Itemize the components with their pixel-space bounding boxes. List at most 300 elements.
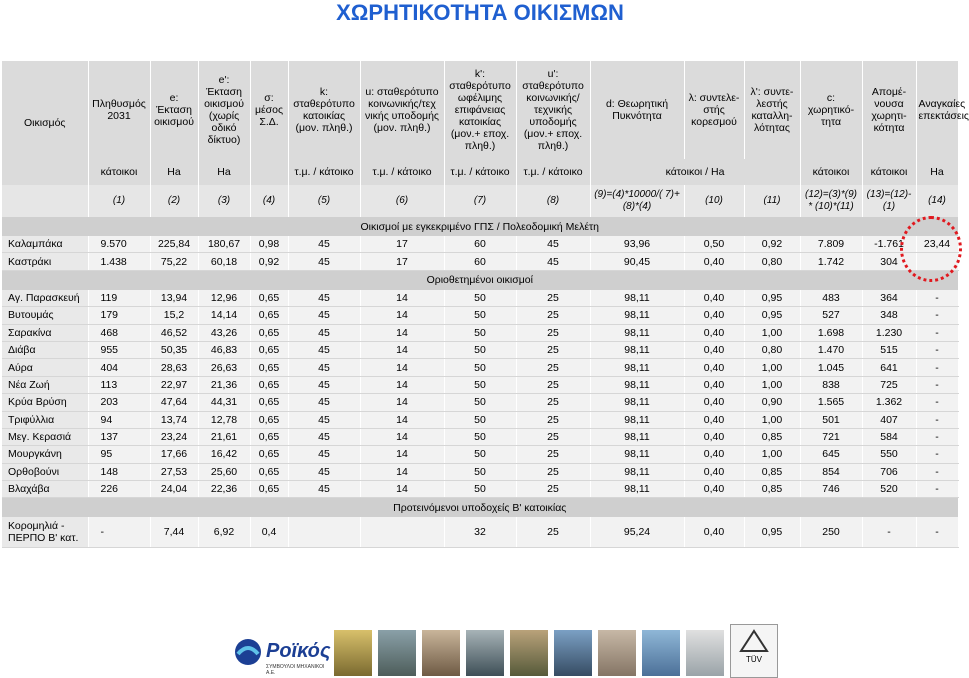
table-cell: 46,83 [198,341,250,358]
table-cell: 95,24 [590,517,684,548]
table-cell: 0,92 [744,236,800,253]
table-cell: 14 [360,307,444,324]
table-cell: 0,65 [250,446,288,463]
table-row [2,307,958,324]
table-cell: 45 [288,463,360,480]
table-cell: 0,65 [250,463,288,480]
table-row [2,253,958,270]
table-cell: 1.230 [862,324,916,341]
table-cell: 50,35 [150,341,198,358]
settlement-name: Καλαμπάκα [2,236,88,253]
table-cell: 1.045 [800,359,862,376]
table-cell: 25 [516,359,590,376]
roikos-logo [232,630,331,676]
table-cell: 50 [444,307,516,324]
section-row [2,270,958,290]
table-cell: 14 [360,359,444,376]
table-cell: 25 [516,324,590,341]
table-cell: 0,65 [250,324,288,341]
units-row [2,159,958,185]
table-cell: - [916,376,958,393]
formula-cell: (2) [150,185,198,217]
column-header: Πληθυσμός 2031 [88,61,150,159]
table-cell: 13,94 [150,290,198,307]
header-row [2,61,958,159]
table-cell: 0,80 [744,253,800,270]
table-cell: 98,11 [590,463,684,480]
table-cell: - [916,428,958,445]
table-cell: 1,00 [744,324,800,341]
table-cell: 50 [444,376,516,393]
table-cell [360,517,444,548]
table-cell: 645 [800,446,862,463]
table-cell: 45 [288,253,360,270]
table-cell: 16,42 [198,446,250,463]
table-cell: 12,96 [198,290,250,307]
table-cell: 23,24 [150,428,198,445]
table-cell: 45 [516,253,590,270]
table-cell: 45 [288,376,360,393]
photo-6 [554,630,592,676]
table-cell: 14 [360,481,444,498]
table-cell: 98,11 [590,376,684,393]
table-cell: 0,65 [250,307,288,324]
table-cell: 0,65 [250,481,288,498]
unit-cell: Ha [150,159,198,185]
formula-cell: (10) [684,185,744,217]
table-cell: 21,36 [198,376,250,393]
table-cell: - [916,359,958,376]
table-cell: - [916,463,958,480]
formula-cell: (4) [250,185,288,217]
settlement-name: Τριφύλλια [2,411,88,428]
table-cell: 50 [444,446,516,463]
table-cell: 0,50 [684,236,744,253]
table-cell: - [916,411,958,428]
table-cell: 93,96 [590,236,684,253]
table-cell: 17,66 [150,446,198,463]
photo-5 [510,630,548,676]
table-cell: 113 [88,376,150,393]
table-cell: 25 [516,341,590,358]
table-row [2,463,958,480]
table-cell: 348 [862,307,916,324]
table-cell: 7,44 [150,517,198,548]
table-cell: 60 [444,236,516,253]
tuv-emblem-icon [739,629,769,653]
settlement-name: Ορθοβούνι [2,463,88,480]
formula-cell: (14) [916,185,958,217]
unit-cell: τ.μ. / κάτοικο [516,159,590,185]
table-row [2,481,958,498]
table-cell: 50 [444,394,516,411]
table-cell: 45 [288,324,360,341]
table-cell: 14 [360,394,444,411]
table-cell: 501 [800,411,862,428]
formula-cell: (8) [516,185,590,217]
column-header: λ': συντε- λεστής καταλλη- λότητας [744,61,800,159]
table-cell: 0,80 [744,341,800,358]
table-cell: 0,40 [684,411,744,428]
table-cell: 641 [862,359,916,376]
table-cell: 43,26 [198,324,250,341]
photo-3 [422,630,460,676]
section-title: Προτεινόμενοι υποδοχείς Β' κατοικίας [2,498,958,518]
table-cell: 45 [288,307,360,324]
formula-cell: (1) [88,185,150,217]
settlement-name: Μεγ. Κερασιά [2,428,88,445]
formula-cell: (11) [744,185,800,217]
table-cell: 468 [88,324,150,341]
table-cell: 0,40 [684,359,744,376]
table-cell: 838 [800,376,862,393]
table-cell: 725 [862,376,916,393]
table-cell: 0,85 [744,481,800,498]
unit-cell: τ.μ. / κάτοικο [288,159,360,185]
table-cell: 75,22 [150,253,198,270]
table-cell: 14 [360,428,444,445]
column-header: u': σταθερότυπο κοινωνικής/ τεχνικής υποδομής (μον.+ εποχ. πληθ.) [516,61,590,159]
formula-cell: (7) [444,185,516,217]
table-cell: 119 [88,290,150,307]
table-cell: 0,40 [684,446,744,463]
table-cell: 364 [862,290,916,307]
table-cell: 98,11 [590,341,684,358]
table-cell: 0,40 [684,428,744,445]
photo-7 [598,630,636,676]
table-cell: 0,40 [684,517,744,548]
table-cell: 25 [516,307,590,324]
table-cell: 60,18 [198,253,250,270]
table-cell: 14,14 [198,307,250,324]
table-cell: 0,95 [744,307,800,324]
column-header: Αναγκαίες επεκτάσεις [916,61,958,159]
table-cell: - [916,517,958,548]
roikos-logo-text: Ροϊκός [266,640,331,662]
table-cell: 50 [444,341,516,358]
table-cell: 407 [862,411,916,428]
table-cell: 25 [516,394,590,411]
table-cell: 98,11 [590,307,684,324]
formula-cell [2,185,88,217]
table-cell: 1.698 [800,324,862,341]
table-cell: 250 [800,517,862,548]
table-cell: 98,11 [590,290,684,307]
table-cell: 0,65 [250,359,288,376]
unit-cell: κάτοικοι [862,159,916,185]
table-cell: 1,00 [744,446,800,463]
settlement-name: Κρύα Βρύση [2,394,88,411]
table-cell: 203 [88,394,150,411]
table-cell: 0,40 [684,324,744,341]
capacity-table-wrapper [2,61,969,548]
formula-cell: (12)=(3)*(9) * (10)*(11) [800,185,862,217]
table-row [2,428,958,445]
column-header: Οικισμός [2,61,88,185]
table-cell: 98,11 [590,324,684,341]
table-cell: 0,98 [250,236,288,253]
table-cell: 0,65 [250,411,288,428]
table-cell: 0,40 [684,341,744,358]
table-cell: 50 [444,481,516,498]
table-cell: 955 [88,341,150,358]
table-cell: 25 [516,517,590,548]
table-cell: 50 [444,411,516,428]
table-cell: 22,36 [198,481,250,498]
table-cell: 0,4 [250,517,288,548]
table-cell: 98,11 [590,394,684,411]
table-row [2,324,958,341]
table-cell: 1,00 [744,411,800,428]
table-cell: - [88,517,150,548]
table-cell: 98,11 [590,428,684,445]
column-header: d: Θεωρητική Πυκνότητα [590,61,684,159]
unit-cell: τ.μ. / κάτοικο [444,159,516,185]
table-cell: 527 [800,307,862,324]
settlement-name: Βλαχάβα [2,481,88,498]
table-row [2,376,958,393]
table-cell: 45 [288,394,360,411]
table-cell: 746 [800,481,862,498]
column-header: u: σταθερότυπο κοινωνικής/τεχ νικής υποδομής (μον. πληθ.) [360,61,444,159]
formula-cell: (9)=(4)*10000/( 7)+(8)*(4) [590,185,684,217]
table-cell: 46,52 [150,324,198,341]
table-cell: 0,95 [744,517,800,548]
column-header: k: σταθερότυπο κατοικίας (μον. πληθ.) [288,61,360,159]
roikos-logo-subtitle: ΣΥΜΒΟΥΛΟΙ ΜΗΧΑΝΙΚΟΙ Α.Ε. [266,664,325,676]
table-cell: 14 [360,446,444,463]
table-cell: - [916,307,958,324]
table-cell: 1,00 [744,359,800,376]
table-cell: 25 [516,290,590,307]
roikos-emblem-icon [232,636,264,668]
table-cell: 13,74 [150,411,198,428]
table-cell: 0,85 [744,428,800,445]
section-row [2,498,958,518]
table-cell: 98,11 [590,359,684,376]
table-cell: 14 [360,324,444,341]
section-title: Οικισμοί με εγκεκριμένο ΓΠΣ / Πολεοδομική Μελέτη [2,217,958,236]
table-cell: - [916,394,958,411]
photo-4 [466,630,504,676]
settlement-name: Κορομηλιά - ΠΕΡΠΟ Β' κατ. [2,517,88,548]
table-row [2,394,958,411]
table-cell: 14 [360,376,444,393]
page-title: ΧΩΡΗΤΙΚΟΤΗΤΑ ΟΙΚΙΣΜΩΝ [336,0,624,25]
table-cell: 24,04 [150,481,198,498]
table-cell: 515 [862,341,916,358]
table-cell: 27,53 [150,463,198,480]
capacity-table [2,61,969,548]
table-cell: 45 [288,428,360,445]
table-cell: -1.761 [862,236,916,253]
table-cell: 0,40 [684,376,744,393]
table-cell: 225,84 [150,236,198,253]
table-cell: 22,97 [150,376,198,393]
table-cell: - [916,341,958,358]
formula-cell: (5) [288,185,360,217]
settlement-name: Σαρακίνα [2,324,88,341]
table-cell [288,517,360,548]
table-cell: 25 [516,463,590,480]
table-cell: 12,78 [198,411,250,428]
formula-cell: (6) [360,185,444,217]
unit-cell: κάτοικοι [800,159,862,185]
table-cell: 25 [516,376,590,393]
table-cell: 304 [862,253,916,270]
table-cell: 226 [88,481,150,498]
table-cell: 0,95 [744,290,800,307]
formula-cell: (3) [198,185,250,217]
table-cell: 0,40 [684,394,744,411]
table-cell: 1.470 [800,341,862,358]
settlement-name: Αύρα [2,359,88,376]
column-header: e: Έκταση οικισμού [150,61,198,159]
table-cell: 179 [88,307,150,324]
table-cell: 6,92 [198,517,250,548]
highlight-circle [900,216,962,282]
unit-cell: Ha [198,159,250,185]
table-cell: 45 [516,236,590,253]
table-cell: 25 [516,481,590,498]
table-cell: 50 [444,324,516,341]
table-row [2,236,958,253]
table-cell: 98,11 [590,481,684,498]
table-cell: 0,40 [684,253,744,270]
table-cell: 50 [444,428,516,445]
table-cell: 32 [444,517,516,548]
table-cell: 47,64 [150,394,198,411]
table-cell: 483 [800,290,862,307]
table-cell: - [916,481,958,498]
table-cell: 0,40 [684,290,744,307]
formula-cell: (13)=(12)-(1) [862,185,916,217]
table-cell: 0,40 [684,463,744,480]
column-header: e': Έκταση οικισμού (χωρίς οδικό δίκτυο) [198,61,250,159]
table-cell: 1.438 [88,253,150,270]
table-cell: 98,11 [590,411,684,428]
table-cell: 17 [360,236,444,253]
settlement-name: Μουργκάνη [2,446,88,463]
table-cell: 17 [360,253,444,270]
unit-cell: Ha [916,159,958,185]
table-cell: 706 [862,463,916,480]
table-cell: 0,40 [684,307,744,324]
table-cell: 180,67 [198,236,250,253]
table-cell: 45 [288,236,360,253]
table-cell: 9.570 [88,236,150,253]
table-cell: 0,90 [744,394,800,411]
table-cell: 0,92 [250,253,288,270]
column-header: Απομέ- νουσα χωρητι- κότητα [862,61,916,159]
table-cell: 0,65 [250,394,288,411]
table-cell: 25 [516,411,590,428]
column-header: k': σταθερότυπο ωφέλιμης επιφάνειας κατοικίας (μον.+ εποχ. πληθ.) [444,61,516,159]
unit-cell: κάτοικοι / Ha [590,159,800,185]
table-cell: 25 [516,446,590,463]
settlement-name: Νέα Ζωή [2,376,88,393]
table-cell: 44,31 [198,394,250,411]
table-cell: - [862,517,916,548]
table-cell: 98,11 [590,446,684,463]
table-cell: 45 [288,290,360,307]
tuv-logo [730,624,778,678]
table-row [2,411,958,428]
unit-cell: τ.μ. / κάτοικο [360,159,444,185]
footer-logos [232,618,778,676]
table-cell: 28,63 [150,359,198,376]
table-cell: 0,65 [250,290,288,307]
table-cell: 45 [288,446,360,463]
table-cell: 45 [288,411,360,428]
formula-row [2,185,958,217]
column-header: c: χωρητικό- τητα [800,61,862,159]
table-cell: 23,44 [916,236,958,253]
table-cell: 0,40 [684,481,744,498]
table-cell: 0,65 [250,376,288,393]
table-cell: 45 [288,341,360,358]
table-cell: 94 [88,411,150,428]
table-cell: - [916,324,958,341]
table-cell: 50 [444,359,516,376]
table-row [2,290,958,307]
table-row [2,446,958,463]
table-cell: 26,63 [198,359,250,376]
settlement-name: Καστράκι [2,253,88,270]
table-cell: 1.565 [800,394,862,411]
column-header: σ: μέσος Σ.Δ. [250,61,288,159]
table-cell: 7.809 [800,236,862,253]
table-cell: 721 [800,428,862,445]
table-cell: 14 [360,290,444,307]
table-cell: 90,45 [590,253,684,270]
photo-8 [642,630,680,676]
table-cell: 137 [88,428,150,445]
table-cell: 15,2 [150,307,198,324]
table-cell: - [916,446,958,463]
unit-cell [250,159,288,185]
column-header: λ: συντελε- στής κορεσμού [684,61,744,159]
table-cell: 1.362 [862,394,916,411]
section-row [2,217,958,236]
photo-9 [686,630,724,676]
table-cell: 0,65 [250,428,288,445]
table-cell: 95 [88,446,150,463]
table-cell: 148 [88,463,150,480]
table-row [2,359,958,376]
photo-1 [334,630,372,676]
table-cell: 45 [288,359,360,376]
section-title: Οριοθετημένοι οικισμοί [2,270,958,290]
settlement-name: Διάβα [2,341,88,358]
settlement-name: Βυτουμάς [2,307,88,324]
table-cell: 14 [360,463,444,480]
photo-2 [378,630,416,676]
table-cell: 404 [88,359,150,376]
settlement-name: Αγ. Παρασκευή [2,290,88,307]
table-cell: 50 [444,463,516,480]
table-cell: 550 [862,446,916,463]
table-cell: 14 [360,341,444,358]
tuv-logo-text: TÜV [746,655,762,664]
table-cell: 1,00 [744,376,800,393]
table-cell: 50 [444,290,516,307]
table-row [2,517,958,548]
table-cell: 14 [360,411,444,428]
table-cell: 25 [516,428,590,445]
table-cell: 584 [862,428,916,445]
table-cell: 60 [444,253,516,270]
